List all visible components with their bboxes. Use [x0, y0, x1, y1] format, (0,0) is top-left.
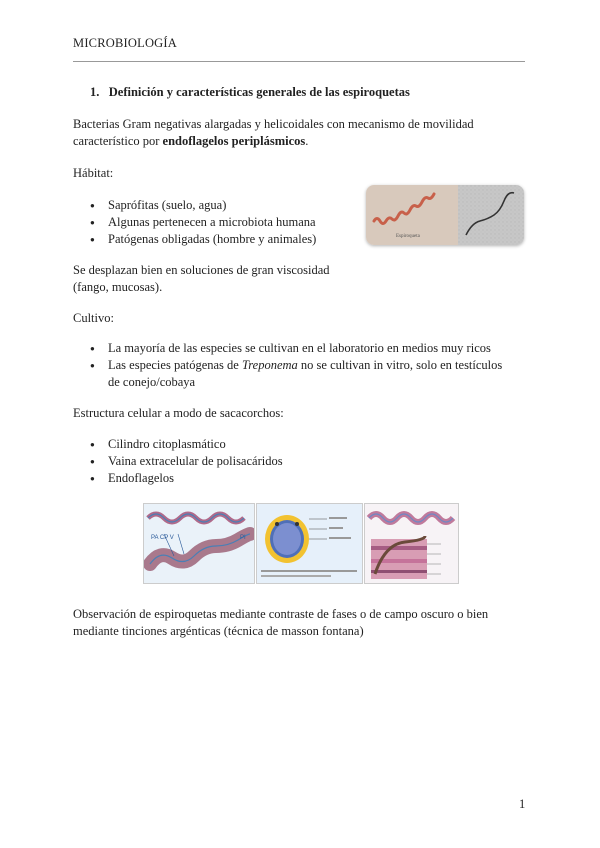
list-item: ● Vaina extracelular de polisacáridos — [73, 453, 373, 470]
micrograph-label: Espiroqueta — [396, 234, 420, 239]
structure-diagram-svg — [144, 504, 254, 583]
intro-paragraph — [73, 116, 533, 150]
movement-paragraph: Se desplazan bien en soluciones de gran viscosidad (fango, mucosas). — [73, 263, 330, 294]
intro-bold: endoflagelos periplásmicos — [162, 134, 306, 148]
estructura-label: Estructura celular a modo de sacacorchos: — [73, 406, 284, 420]
diagram-label-left: PA CP V — [151, 535, 174, 541]
habitat-list — [73, 197, 373, 248]
cross-section-svg — [257, 504, 362, 583]
cultivo-list — [73, 340, 513, 391]
item-italic: Treponema — [241, 358, 298, 372]
spirochete-structure-diagram — [143, 503, 255, 584]
list-item: ● Endoflagelos — [73, 470, 373, 487]
list-item — [73, 357, 513, 391]
observation-paragraph: Observación de espiroquetas mediante contraste de fases o de campo oscuro o bien mediante tinciones argénticas (técnica de masson fontana) — [73, 607, 489, 638]
section-title: 1. Definición y características generales de las espiroquetas — [90, 85, 410, 99]
intro-end: . — [305, 134, 309, 148]
cross-section-diagram — [256, 503, 363, 584]
list-item: ● Cilindro citoplasmático — [73, 436, 373, 453]
page-number: 1 — [519, 797, 526, 811]
flagella-layer-diagram — [364, 503, 459, 584]
layer-diagram-svg — [365, 504, 458, 583]
cultivo-label: Cultivo: — [73, 311, 114, 325]
estructura-list — [73, 436, 373, 487]
spirochete-micrograph — [366, 185, 524, 245]
item-text: no se cultivan in vitro, solo en testículos de conejo/cobaya — [108, 358, 503, 389]
list-item: ● Algunas pertenecen a microbiota humana — [73, 214, 373, 231]
habitat-label: Hábitat: — [73, 166, 114, 180]
page-header: MICROBIOLOGÍA — [73, 36, 177, 50]
list-item: ● Patógenas obligadas (hombre y animales) — [73, 231, 373, 248]
micrograph-svg — [366, 185, 524, 245]
item-text: Las especies patógenas de — [108, 358, 242, 372]
list-item: ● La mayoría de las especies se cultivan en el laboratorio en medios muy ricos — [73, 340, 513, 357]
diagram-label-right: PI — [240, 535, 246, 541]
intro-text: Bacterias Gram negativas alargadas y helicoidales con mecanismo de movilidad característico por — [73, 117, 474, 148]
list-item: ● Saprófitas (suelo, agua) — [73, 197, 373, 214]
header-rule — [73, 61, 525, 62]
